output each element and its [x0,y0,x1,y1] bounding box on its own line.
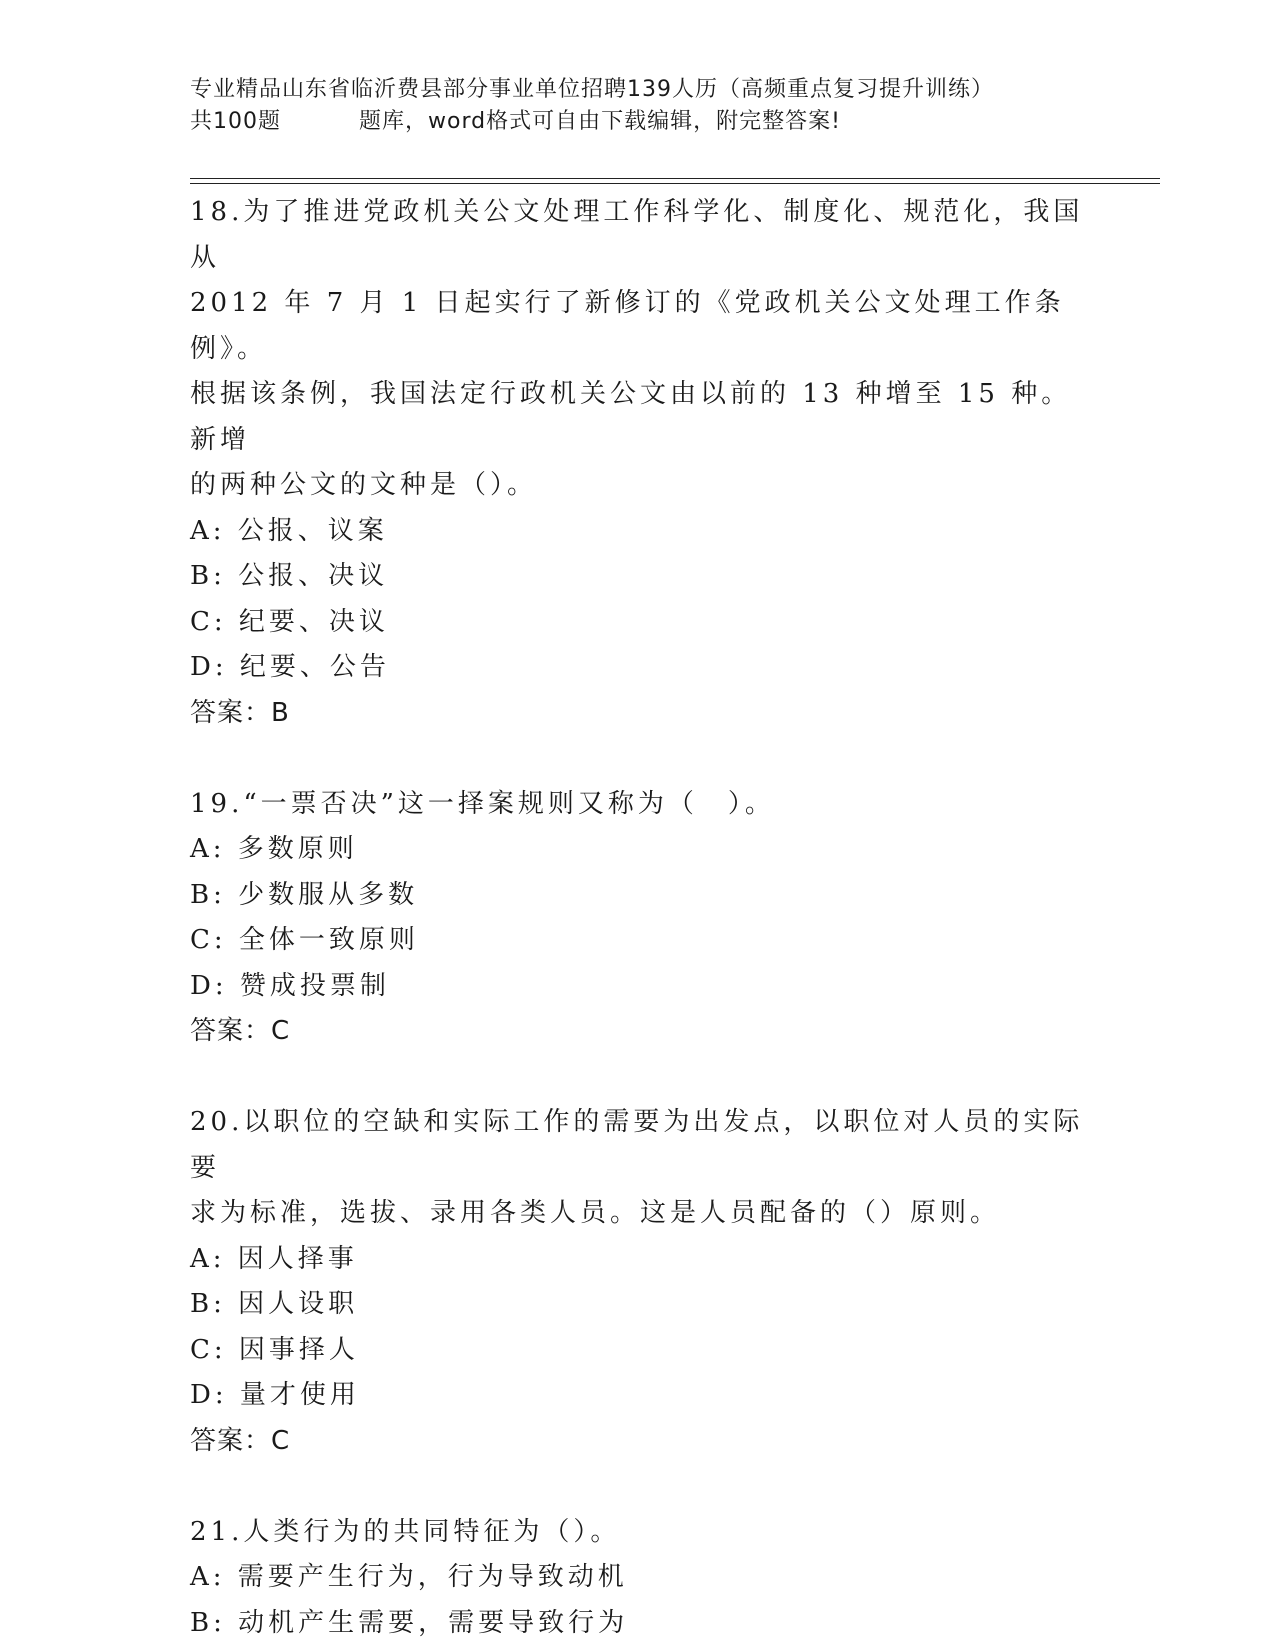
header-description: 题库，word格式可自由下载编辑，附完整答案! [359,109,841,134]
question-stem-line: 2012 年 7 月 1 日起实行了新修订的《党政机关公文处理工作条例》。 [190,288,1065,364]
spacer [190,736,1090,782]
option-c: C: 纪要、决议 [190,606,389,637]
question-21 [190,1510,1090,1647]
option-a: A: 需要产生行为，行为导致动机 [190,1562,628,1592]
question-stem-line: 19.“一票否决”这一择案规则又称为（ ）。 [190,788,775,819]
option-b: B: 少数服从多数 [190,879,419,910]
answer-label: 答案：B [190,697,290,728]
spacer [190,1464,1090,1510]
document-header [190,74,1090,138]
question-stem-line: 21.人类行为的共同特征为（）。 [190,1516,621,1547]
header-divider-bottom [190,183,1160,184]
option-d: D: 量才使用 [190,1380,360,1410]
answer-label: 答案：C [190,1016,291,1046]
question-stem-line: 求为标准，选拔、录用各类人员。这是人员配备的（）原则。 [190,1198,1001,1228]
header-subtitle [190,106,1090,138]
option-b: B: 因人设职 [190,1289,359,1319]
question-list [190,190,1090,1646]
question-stem-line: 根据该条例，我国法定行政机关公文由以前的 13 种增至 15 种。新增 [190,379,1072,455]
option-a: A: 公报、议案 [190,515,388,546]
question-stem-line: 的两种公文的文种是（）。 [190,470,538,500]
header-count: 共100题 [190,109,281,134]
option-c: C: 因事择人 [190,1334,359,1365]
option-d: D: 赞成投票制 [190,970,390,1001]
option-b: B: 动机产生需要，需要导致行为 [190,1607,629,1638]
question-stem-line: 20.以职位的空缺和实际工作的需要为出发点，以职位对人员的实际要 [190,1107,1084,1183]
spacer [190,1055,1090,1101]
option-a: A: 因人择事 [190,1243,358,1274]
option-d: D: 纪要、公告 [190,652,390,682]
option-a: A: 多数原则 [190,834,358,864]
question-20 [190,1100,1090,1464]
header-title: 专业精品山东省临沂费县部分事业单位招聘139人历（高频重点复习提升训练） [190,77,994,102]
option-b: B: 公报、决议 [190,561,389,591]
question-stem-line: 18.为了推进党政机关公文处理工作科学化、制度化、规范化，我国从 [190,197,1084,273]
answer-label: 答案：C [190,1425,291,1456]
option-c: C: 全体一致原则 [190,925,419,955]
header-divider-top [190,178,1160,179]
question-18 [190,190,1090,736]
question-19 [190,782,1090,1055]
